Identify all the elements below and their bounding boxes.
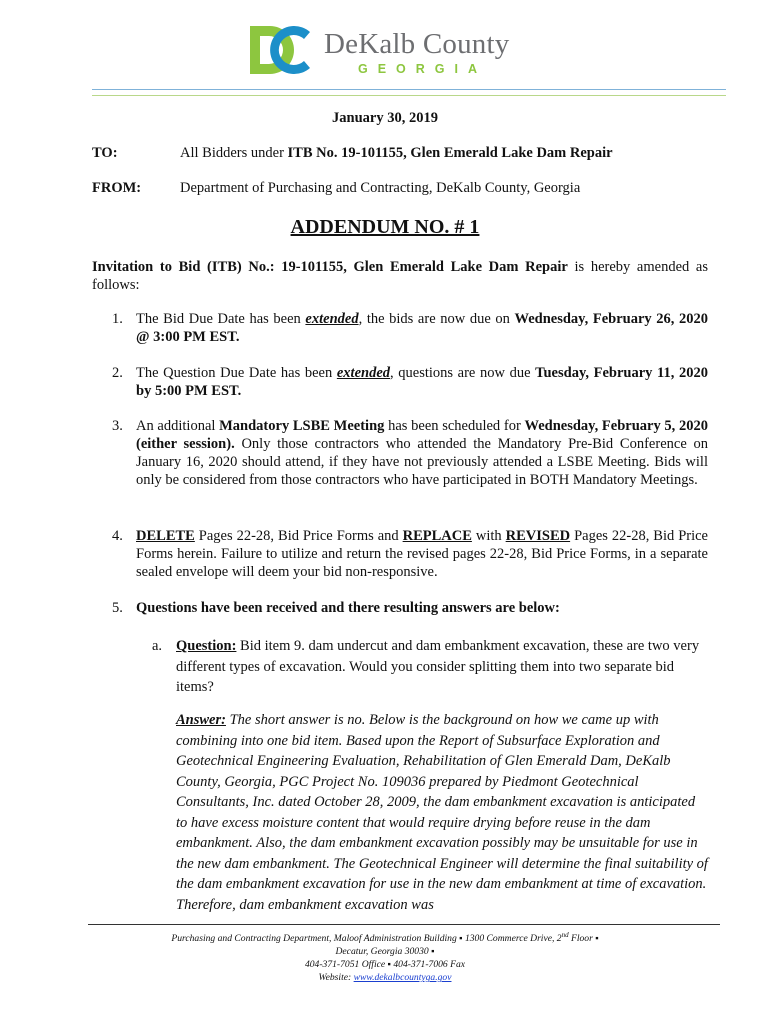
- footer-phone-line: 404-371-7051 Office ▪ 404-371-7006 Fax: [304, 959, 466, 971]
- to-value: All Bidders under ITB No. 19-101155, Glen Emerald Lake Dam Repair: [180, 145, 613, 161]
- footer-address-line-1: Purchasing and Contracting Department, Maloof Administration Building ▪ 1300 Commerce Drive, 2nd Floor ▪: [171, 931, 599, 945]
- question-a: a. Question: Bid item 9. dam undercut and dam embankment excavation, these are two very different types of excavation. Would you consider splitting them into two separate bid items?: [152, 638, 700, 695]
- header-divider-green: [92, 95, 726, 96]
- memo-date: January 30, 2019: [332, 110, 438, 126]
- intro-paragraph: Invitation to Bid (ITB) No.: 19-101155, Glen Emerald Lake Dam Repair is hereby amended as follows:: [92, 259, 708, 293]
- header-divider-blue: [92, 89, 726, 90]
- list-item-2: 2. The Question Due Date has been extended, questions are now due Tuesday, February 11, 2020 by 5:00 PM EST.: [112, 365, 708, 399]
- answer-a: Answer: The short answer is no. Below is the background on how we came up with combining into one bid item. Based upon the Report of Subsurface Exploration and Geotechnical Engineering Evaluation, Rehabilitation of Glen Emerald Dam, DeKalb County, Georgia, PGC Project No. 109036 prepared by Piedmont Geotechnical Consultants, Inc. dated October 28, 2009, the dam embankment excavation is anticipated to have excess moisture content that would require drying before reuse in the dam embankment. Also, the dam embankment excavation possibly may be unsuitable for use in the new dam embankment. The Geotechnical Engineer will determine the final suitability of the dam embankment excavation for use in the new dam embankment at time of excavation. Therefore, dam embankment excavation was: [176, 712, 708, 913]
- list-item-5: 5. Questions have been received and there resulting answers are below:: [112, 600, 560, 616]
- footer-address-line-2: Decatur, Georgia 30030 ▪: [335, 946, 435, 958]
- list-item-4: 4. DELETE Pages 22-28, Bid Price Forms and REPLACE with REVISED Pages 22-28, Bid Price Forms herein. Failure to utilize and return the revised pages 22-28, Bid Price Forms, in a separate sealed envelope will deem your bid non-responsive.: [112, 528, 708, 580]
- addendum-title: ADDENDUM NO. # 1: [290, 216, 480, 238]
- page-footer: [0, 929, 770, 984]
- dc-logo-icon: [248, 24, 312, 76]
- from-label: FROM:: [92, 180, 142, 196]
- logo-subtitle: GEORGIA: [358, 62, 488, 76]
- from-value: Department of Purchasing and Contracting, DeKalb County, Georgia: [180, 180, 581, 196]
- footer-website-line: Website: www.dekalbcountyga.gov: [318, 972, 452, 984]
- logo-name: DeKalb County: [324, 28, 510, 60]
- footer-divider: [88, 924, 720, 925]
- website-link[interactable]: www.dekalbcountyga.gov: [353, 972, 452, 984]
- list-item-1: 1. The Bid Due Date has been extended, the bids are now due on Wednesday, February 26, 2020 @ 3:00 PM EST.: [112, 311, 708, 345]
- to-label: TO:: [92, 145, 118, 161]
- list-item-3: 3. An additional Mandatory LSBE Meeting has been scheduled for Wednesday, February 5, 2020 (either session). Only those contractors who attended the Mandatory Pre-Bid Conference on January 16, 2020 should attend, if they have not previously attended a LSBE Meeting. Bids will only be considered from those contractors who have participated in BOTH Mandatory Meetings.: [112, 418, 708, 488]
